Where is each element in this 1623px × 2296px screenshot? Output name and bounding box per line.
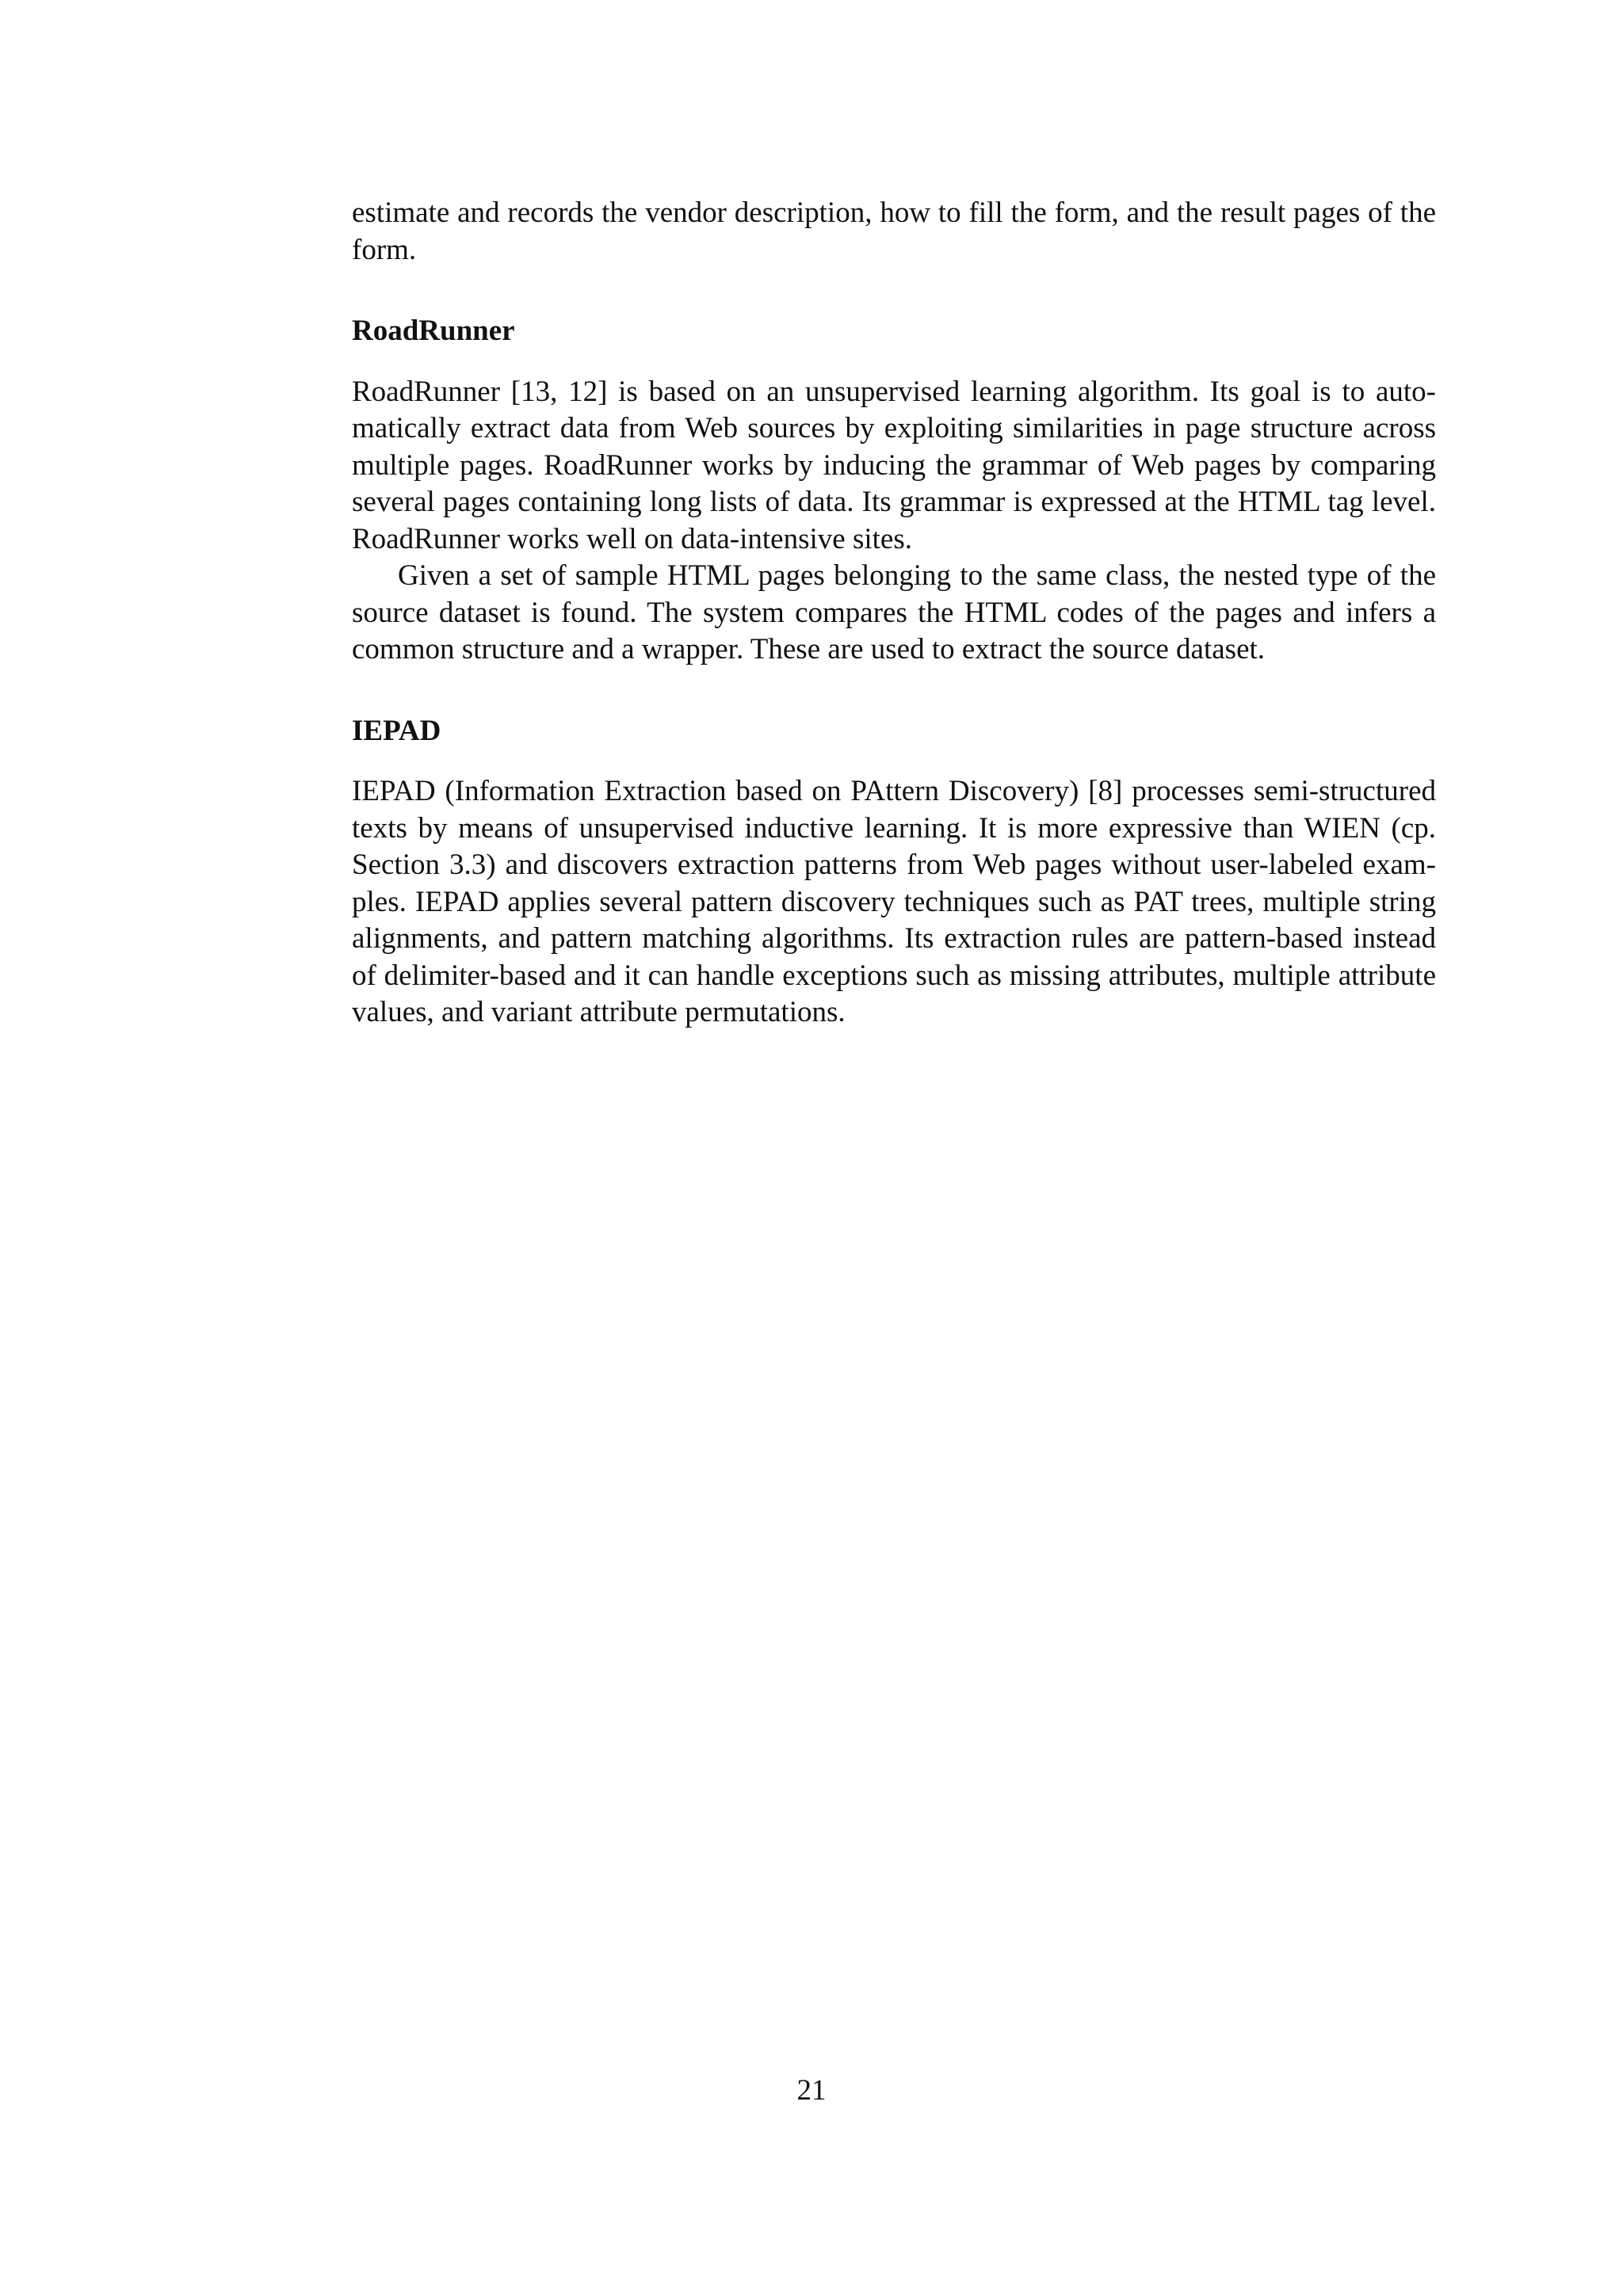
section-heading-iepad: IEPAD	[352, 714, 441, 747]
heading-spacer	[352, 350, 1436, 374]
section-heading-roadrunner: RoadRunner	[352, 315, 515, 347]
iepad-paragraph-1: IEPAD (Information Extraction based on PAttern Discovery) [8] processes semi-structured texts by means of unsupervised inductive learning. It is more expressive than WIEN (cp. Section 3.3) and discovers extraction patterns from Web pages without user-labeled examples. IEPAD applies several pattern discovery techniques such as PAT trees, multiple string alignments, and pattern matching algorithms. Its extraction rules are pattern-based instead of delimiter-based and it can handle exceptions such as missing attributes, multiple attribute values, and variant attribute permutations.	[352, 775, 1436, 1028]
section-spacer	[352, 269, 1436, 313]
heading-spacer	[352, 749, 1436, 773]
page-number: 21	[796, 2074, 827, 2107]
intro-paragraph: estimate and records the vendor description, how to fill the form, and the result pages of the form.	[352, 196, 1436, 266]
roadrunner-paragraph-2: Given a set of sample HTML pages belonging to the same class, the nested type of the source dataset is found. The system compares the HTML codes of the pages and infers a common structure and a wrapper. These are used to extract the source dataset.	[352, 559, 1436, 666]
section-spacer	[352, 669, 1436, 713]
body-text	[352, 195, 1436, 1032]
roadrunner-paragraph-1: RoadRunner [13, 12] is based on an unsupervised learning algorithm. Its goal is to automatically extract data from Web sources by exploiting similarities in page structure across multiple pages. RoadRunner works by inducing the grammar of Web pages by comparing several pages containing long lists of data. Its grammar is expressed at the HTML tag level. RoadRunner works well on data-intensive sites.	[352, 375, 1436, 555]
